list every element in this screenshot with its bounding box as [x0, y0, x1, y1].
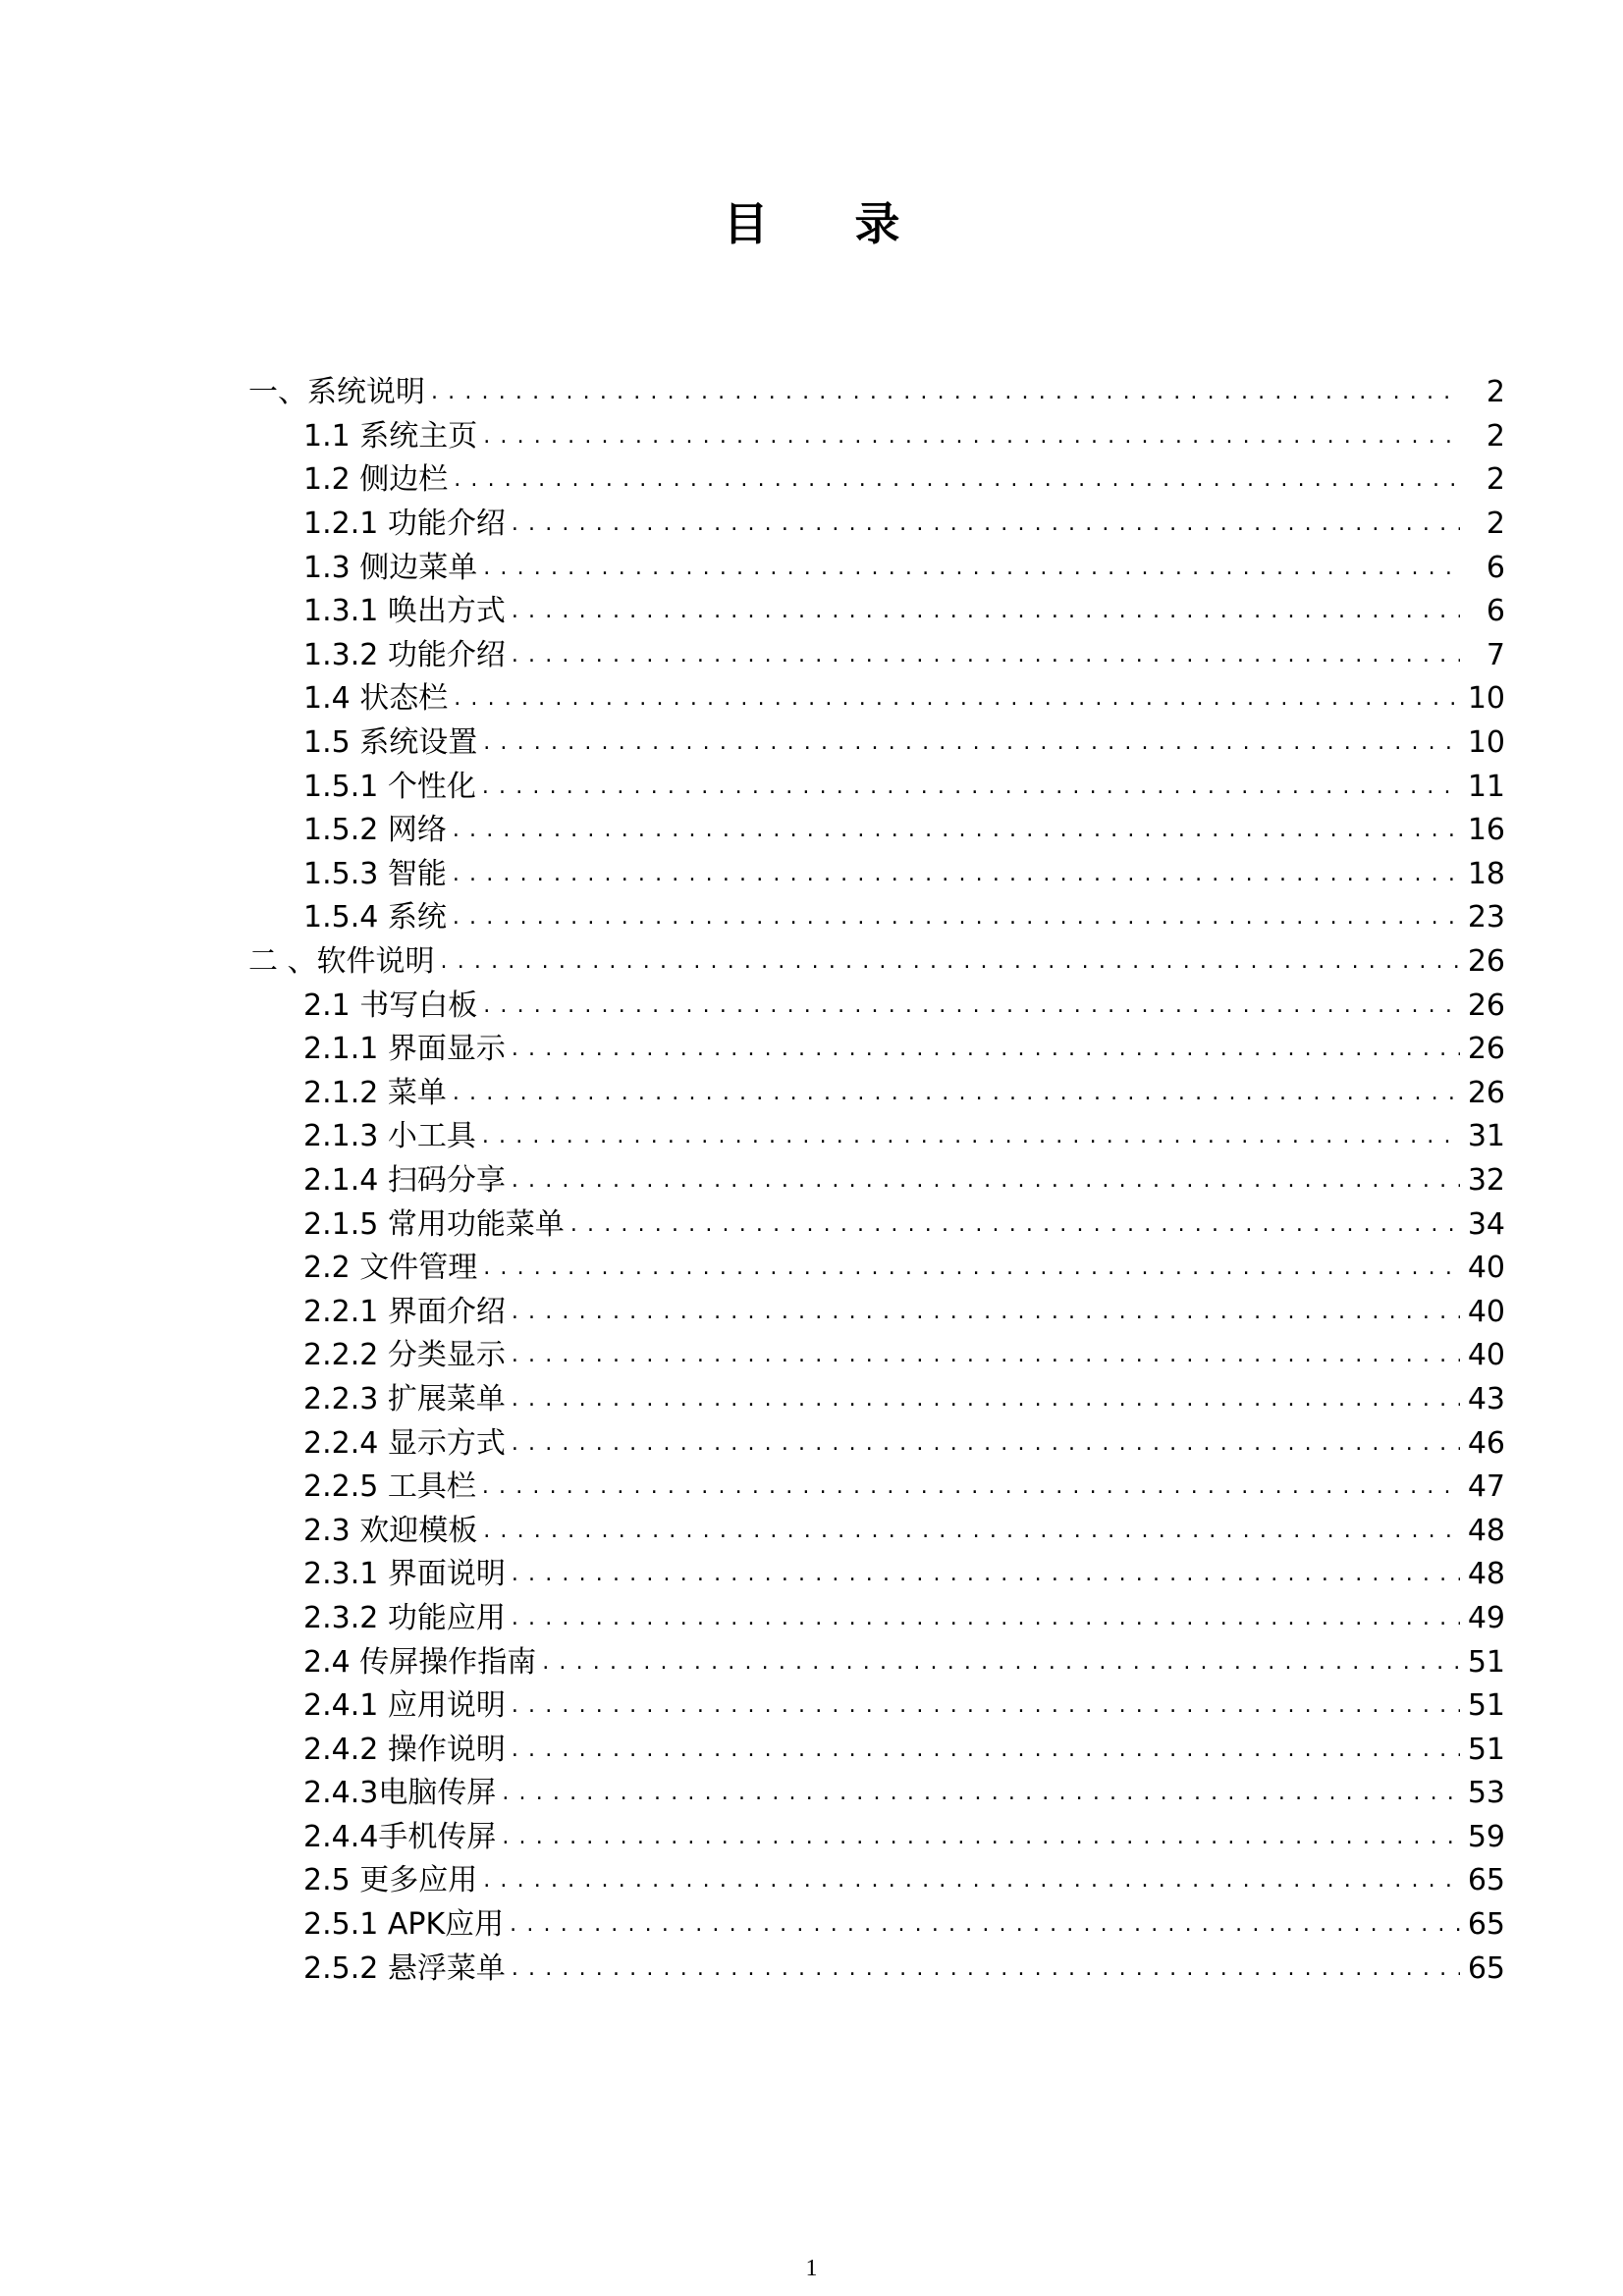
toc-entry[interactable]	[248, 1859, 1505, 1903]
toc-entry[interactable]	[248, 1684, 1505, 1729]
toc-entry-page: 18	[1460, 855, 1505, 894]
toc-dot-leader	[482, 768, 1460, 807]
toc-entry[interactable]	[248, 546, 1505, 590]
toc-entry-label: 2.5 更多应用	[303, 1861, 483, 1900]
toc-dot-leader	[483, 1512, 1460, 1551]
toc-entry[interactable]	[248, 590, 1505, 634]
toc-entry-label: 2.1.2 菜单	[303, 1074, 453, 1113]
toc-entry-page: 16	[1460, 811, 1505, 850]
toc-entry-page: 10	[1460, 723, 1505, 763]
toc-entry[interactable]	[248, 1466, 1505, 1510]
toc-entry[interactable]	[248, 1553, 1505, 1597]
toc-dot-leader	[453, 1074, 1460, 1113]
toc-dot-leader	[512, 1030, 1460, 1069]
toc-entry-page: 53	[1460, 1774, 1505, 1813]
toc-entry[interactable]	[248, 896, 1505, 940]
toc-entry-label: 2.1.1 界面显示	[303, 1030, 512, 1069]
toc-entry-page: 26	[1460, 1030, 1505, 1069]
toc-entry[interactable]	[248, 1378, 1505, 1422]
toc-entry-label: 2.1.3 小工具	[303, 1117, 482, 1156]
toc-entry-page: 48	[1460, 1512, 1505, 1551]
toc-entry-label: 一、系统说明	[248, 373, 431, 412]
table-of-contents	[248, 371, 1505, 1991]
toc-entry-page: 46	[1460, 1424, 1505, 1464]
toc-entry[interactable]	[248, 1028, 1505, 1072]
toc-entry[interactable]	[248, 634, 1505, 678]
toc-entry[interactable]	[248, 1115, 1505, 1159]
toc-dot-leader	[512, 1380, 1460, 1419]
toc-entry[interactable]	[248, 1772, 1505, 1816]
toc-entry-page: 11	[1460, 768, 1505, 807]
toc-entry-label: 1.3 侧边菜单	[303, 549, 483, 588]
toc-dot-leader	[512, 505, 1460, 544]
toc-entry[interactable]	[248, 1509, 1505, 1553]
toc-dot-leader	[570, 1205, 1460, 1245]
toc-entry-label: 2.3 欢迎模板	[303, 1512, 483, 1551]
toc-entry-page: 7	[1460, 636, 1505, 675]
toc-entry-page: 40	[1460, 1336, 1505, 1375]
toc-entry-label: 1.3.1 唤出方式	[303, 592, 512, 631]
toc-entry-label: 2.4.4手机传屏	[303, 1818, 502, 1857]
toc-dot-leader	[483, 987, 1460, 1026]
toc-dot-leader	[512, 1949, 1460, 1989]
toc-entry-label: 2.2.1 界面介绍	[303, 1293, 512, 1332]
toc-entry[interactable]	[248, 1159, 1505, 1203]
toc-entry[interactable]	[248, 1290, 1505, 1334]
toc-dot-leader	[483, 723, 1460, 763]
toc-entry-label: 1.2 侧边栏	[303, 460, 454, 500]
toc-entry-page: 31	[1460, 1117, 1505, 1156]
toc-entry-page: 26	[1460, 1074, 1505, 1113]
toc-entry-label: 1.5.1 个性化	[303, 768, 482, 807]
toc-dot-leader	[542, 1643, 1460, 1682]
toc-entry[interactable]	[248, 458, 1505, 503]
toc-entry[interactable]	[248, 765, 1505, 809]
toc-entry-page: 59	[1460, 1818, 1505, 1857]
toc-dot-leader	[483, 549, 1460, 588]
toc-entry[interactable]	[248, 1903, 1505, 1948]
page-title: 目 录	[723, 197, 936, 250]
toc-entry-label: 2.2.3 扩展菜单	[303, 1380, 512, 1419]
toc-dot-leader	[431, 373, 1460, 412]
toc-entry-page: 65	[1460, 1949, 1505, 1989]
toc-dot-leader	[512, 1599, 1460, 1638]
toc-entry-label: 2.2.2 分类显示	[303, 1336, 512, 1375]
toc-entry[interactable]	[248, 1421, 1505, 1466]
toc-entry-label: 1.5.4 系统	[303, 898, 453, 937]
toc-entry-label: 2.3.1 界面说明	[303, 1555, 512, 1594]
toc-dot-leader	[483, 1861, 1460, 1900]
toc-dot-leader	[441, 942, 1460, 982]
toc-dot-leader	[512, 1686, 1460, 1726]
toc-entry[interactable]	[248, 984, 1505, 1028]
toc-dot-leader	[512, 592, 1460, 631]
toc-entry-page: 32	[1460, 1161, 1505, 1201]
toc-entry-page: 51	[1460, 1686, 1505, 1726]
toc-entry-label: 2.4.2 操作说明	[303, 1731, 512, 1770]
toc-entry-page: 34	[1460, 1205, 1505, 1245]
toc-entry[interactable]	[248, 1202, 1505, 1247]
toc-entry-page: 40	[1460, 1249, 1505, 1288]
toc-entry-label: 1.5.3 智能	[303, 855, 453, 894]
toc-entry[interactable]	[248, 809, 1505, 853]
toc-entry[interactable]	[248, 677, 1505, 721]
toc-entry-label: 1.2.1 功能介绍	[303, 505, 512, 544]
toc-entry-label: 1.5 系统设置	[303, 723, 483, 763]
toc-entry-page: 43	[1460, 1380, 1505, 1419]
toc-dot-leader	[483, 1249, 1460, 1288]
toc-entry-page: 6	[1460, 549, 1505, 588]
toc-entry-label: 二 、软件说明	[248, 942, 441, 982]
toc-entry-label: 2.2.4 显示方式	[303, 1424, 512, 1464]
toc-entry[interactable]	[248, 940, 1505, 985]
toc-entry-page: 49	[1460, 1599, 1505, 1638]
toc-dot-leader	[454, 679, 1460, 719]
toc-entry[interactable]	[248, 1247, 1505, 1291]
toc-entry-label: 1.4 状态栏	[303, 679, 454, 719]
toc-dot-leader	[482, 1117, 1460, 1156]
toc-dot-leader	[502, 1818, 1460, 1857]
toc-entry-label: 2.5.2 悬浮菜单	[303, 1949, 512, 1989]
toc-dot-leader	[512, 1424, 1460, 1464]
toc-entry-page: 51	[1460, 1643, 1505, 1682]
toc-entry-label: 2.3.2 功能应用	[303, 1599, 512, 1638]
toc-entry-label: 2.4.1 应用说明	[303, 1686, 512, 1726]
toc-entry[interactable]	[248, 1816, 1505, 1860]
toc-dot-leader	[453, 898, 1460, 937]
toc-entry-page: 26	[1460, 987, 1505, 1026]
toc-entry-label: 2.4.3电脑传屏	[303, 1774, 502, 1813]
toc-entry[interactable]	[248, 1728, 1505, 1772]
toc-dot-leader	[512, 1336, 1460, 1375]
page-number: 1	[805, 2256, 818, 2281]
toc-dot-leader	[512, 636, 1460, 675]
toc-dot-leader	[453, 811, 1460, 850]
toc-dot-leader	[454, 460, 1460, 500]
toc-entry[interactable]	[248, 1072, 1505, 1116]
toc-dot-leader	[512, 1161, 1460, 1201]
toc-entry-page: 48	[1460, 1555, 1505, 1594]
toc-dot-leader	[512, 1293, 1460, 1332]
toc-dot-leader	[512, 1731, 1460, 1770]
toc-dot-leader	[483, 417, 1460, 456]
toc-dot-leader	[512, 1555, 1460, 1594]
toc-entry[interactable]	[248, 415, 1505, 459]
toc-entry[interactable]	[248, 853, 1505, 897]
toc-entry[interactable]	[248, 721, 1505, 766]
toc-entry[interactable]	[248, 1640, 1505, 1684]
toc-entry-page: 2	[1460, 505, 1505, 544]
toc-entry-label: 2.1 书写白板	[303, 987, 483, 1026]
toc-entry[interactable]	[248, 1334, 1505, 1378]
toc-entry[interactable]	[248, 371, 1505, 415]
toc-dot-leader	[502, 1774, 1460, 1813]
toc-entry-label: 2.5.1 APK应用	[303, 1905, 510, 1945]
toc-entry-page: 23	[1460, 898, 1505, 937]
toc-entry-page: 65	[1460, 1905, 1505, 1945]
toc-entry-page: 2	[1460, 417, 1505, 456]
toc-entry-label: 2.2 文件管理	[303, 1249, 483, 1288]
toc-entry-page: 10	[1460, 679, 1505, 719]
toc-entry[interactable]	[248, 1947, 1505, 1991]
toc-entry-page: 65	[1460, 1861, 1505, 1900]
toc-entry-label: 2.1.4 扫码分享	[303, 1161, 512, 1201]
toc-entry-label: 1.5.2 网络	[303, 811, 453, 850]
toc-entry-page: 6	[1460, 592, 1505, 631]
toc-entry-page: 51	[1460, 1731, 1505, 1770]
toc-entry-page: 26	[1460, 942, 1505, 982]
toc-entry-page: 2	[1460, 460, 1505, 500]
toc-entry-label: 2.1.5 常用功能菜单	[303, 1205, 570, 1245]
toc-dot-leader	[453, 855, 1460, 894]
toc-dot-leader	[510, 1905, 1460, 1945]
toc-entry-label: 1.3.2 功能介绍	[303, 636, 512, 675]
toc-entry[interactable]	[248, 1597, 1505, 1641]
toc-entry-page: 2	[1460, 373, 1505, 412]
toc-entry-label: 1.1 系统主页	[303, 417, 483, 456]
toc-entry-page: 40	[1460, 1293, 1505, 1332]
toc-entry-page: 47	[1460, 1468, 1505, 1507]
toc-entry-label: 2.4 传屏操作指南	[303, 1643, 542, 1682]
toc-dot-leader	[482, 1468, 1460, 1507]
toc-entry-label: 2.2.5 工具栏	[303, 1468, 482, 1507]
toc-entry[interactable]	[248, 503, 1505, 547]
